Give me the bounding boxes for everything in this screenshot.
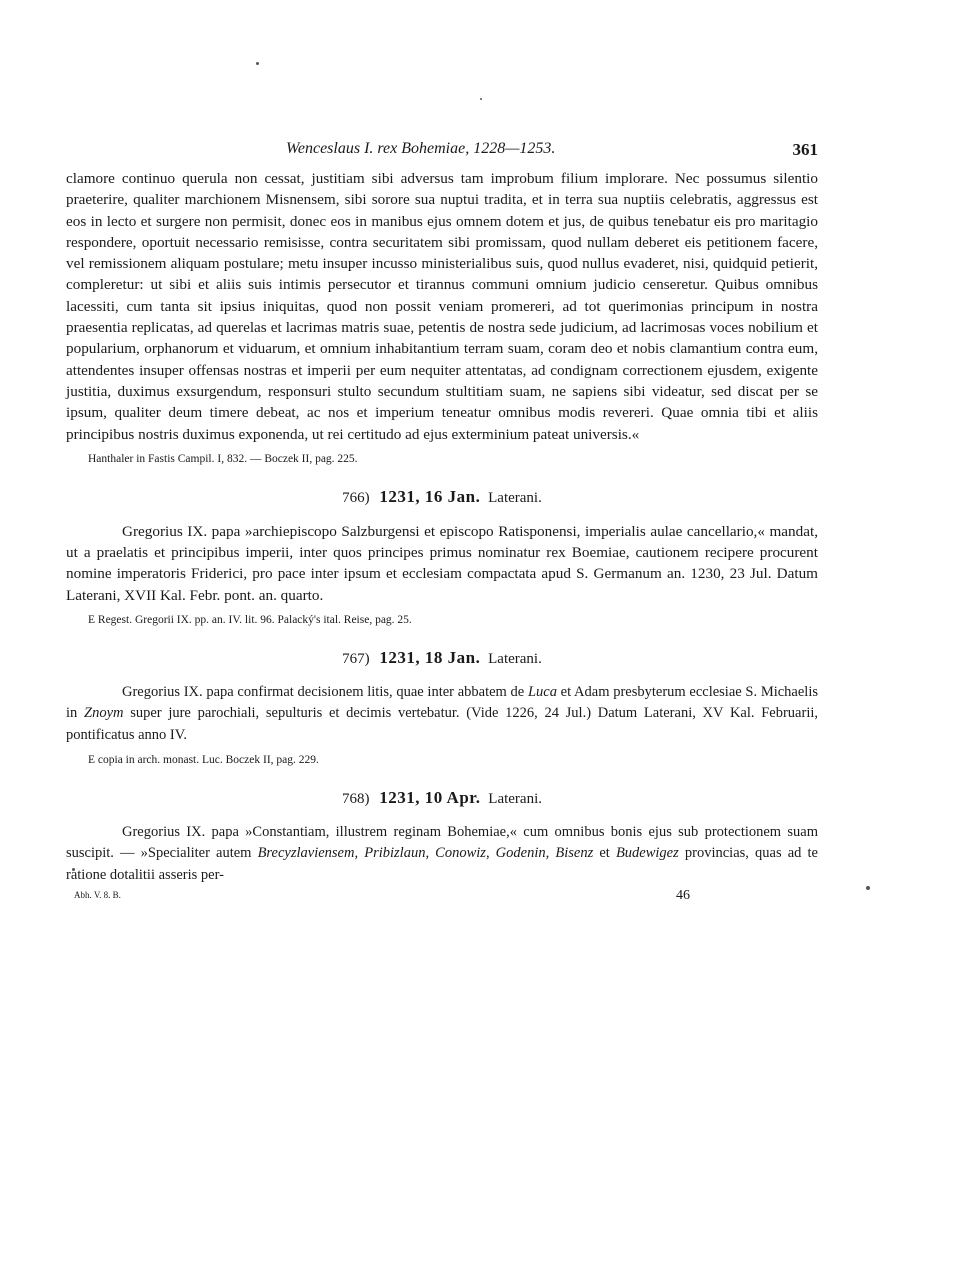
entry-date: 1231, 18 Jan. [379,648,481,668]
text-run: provincias, quas ad te ratione dotalitii asseris per- [66,845,818,883]
entry-heading-767 [66,648,818,668]
entry-heading-766 [66,487,818,507]
entry-heading-768 [66,788,818,808]
entry-source-766: E Regest. Gregorii IX. pp. an. IV. lit. 96. Palacký's ital. Reise, pag. 25. [88,614,412,627]
running-title: Wenceslaus I. rex Bohemiae, 1228—1253. [286,140,556,157]
entry-number: 767) [342,651,370,668]
entry-place: Laterani. [488,489,542,506]
place-name-italic: Znoym [84,705,124,722]
place-name-italic: Luca [527,684,557,701]
page-number: 361 [792,140,818,159]
entry-source-767: E copia in arch. monast. Luc. Boczek II, pag. 229. [88,753,319,766]
entry-text-767 [66,682,818,746]
place-names-italic: Brecyzlaviensem, Pribizlaun, Conowiz, Godenin, Bisenz [257,845,594,862]
entry-date: 1231, 10 Apr. [379,787,481,807]
entry-date: 1231, 16 Jan. [379,486,481,506]
entry-text-768 [66,822,818,886]
intro-paragraph: clamore continuo querula non cessat, justitiam sibi adversus tam improbum filium implorare. Nec possumus silentio praeterire, qualiter marchionem Misnensem, sibi sorore sua nuptui tradita, et in terra sua nuptiis celebratis, aggressus est eos in lecto et surgere non permisit, donec eos in manibus ejus omnem dotem et jus, de quibus tenebatur eis pro maritagio respondere, oportuit necessario remisisse, contra securitatem sibi promissam, quod nullam deberet eis petitionem facere, vel remissionem aliquam postulare; metu insuper incusso ministerialibus suis, quod nullus evaderet, nisi, quidquid petierit, compleretur: ut sibi et aliis suis intimis persecutor et tirannus communi omnium judicio censeretur. Quibus omnibus lacessiti, cum tanta sit ipsius iniquitas, quod non possit veniam promereri, ad tot querimonias principum in nostra praesentia replicatas, ad querelas et lacrimas matris suae, petentis de nostra sede judicium, ad lacrimosas voces nobilium et popularium, orphanorum et viduarum, et omnium inhabitantium terram suam, coram deo et nobis clamantium contra eum, attendentes insuper offensas nostras et imperii per eum nequiter attentatas, ad condignam correctionem ejusdem, exigente justitia, duximus exsurgendum, responsuri stulto secundum stultitiam suam, ne sapiens sibi videatur, sed discat per se ipsum, qualiter deum timere debeat, ac nos et imperium teneatur omnibus modis revereri. Quae omnia tibi et aliis principibus nostris duximus exponenda, ut rei certitudo ad ejus exterminium pateat universis.« [66,170,818,443]
entry-place: Laterani. [488,790,542,807]
entry-place: Laterani. [488,651,542,668]
paper-speck [256,62,259,65]
place-name-italic: Budewigez [615,845,679,862]
folio-number: 46 [676,887,690,903]
paper-speck [866,886,870,890]
intro-source-citation: Hanthaler in Fastis Campil. I, 832. — Boczek II, pag. 225. [88,452,358,465]
signature-mark: Abh. V. 8. B. [74,889,121,900]
entry-text-766: Gregorius IX. papa »archiepiscopo Salzburgensi et episcopo Ratisponensi, imperialis aulae cancellario,« mandat, ut a praelatis et principibus imperii, inter quos principes primus nominatur rex Boemiae, cautionem recipere procurent nomine imperatoris Friderici, pro pace inter ipsum et ecclesiam compactata apud S. Germanum an. 1230, 23 Jul. Datum Laterani, XVII Kal. Febr. pont. an. quarto. [66,522,818,604]
entry-number: 768) [342,790,370,807]
entry-number: 766) [342,489,370,506]
text-run: Gregorius IX. papa »Constantiam, illustrem reginam Bohemiae,« cum omnibus bonis ejus sub protectionem suam suscipit. — »Specialiter autem [66,823,818,862]
paper-speck [480,98,482,100]
page-content [66,140,818,906]
text-run: et Adam presbyterum ecclesiae S. Michaelis in [66,684,818,722]
text-run: Gregorius IX. papa confirmat decisionem litis, quae inter abbatem de [122,684,528,701]
running-header [66,140,818,166]
text-run: super jure parochiali, sepulturis et decimis vertebatur. (Vide 1226, 24 Jul.) Datum Laterani, XV Kal. Februarii, pontificatus anno IV. [66,705,818,743]
text-run: et [593,845,616,862]
page-footer [66,888,818,906]
